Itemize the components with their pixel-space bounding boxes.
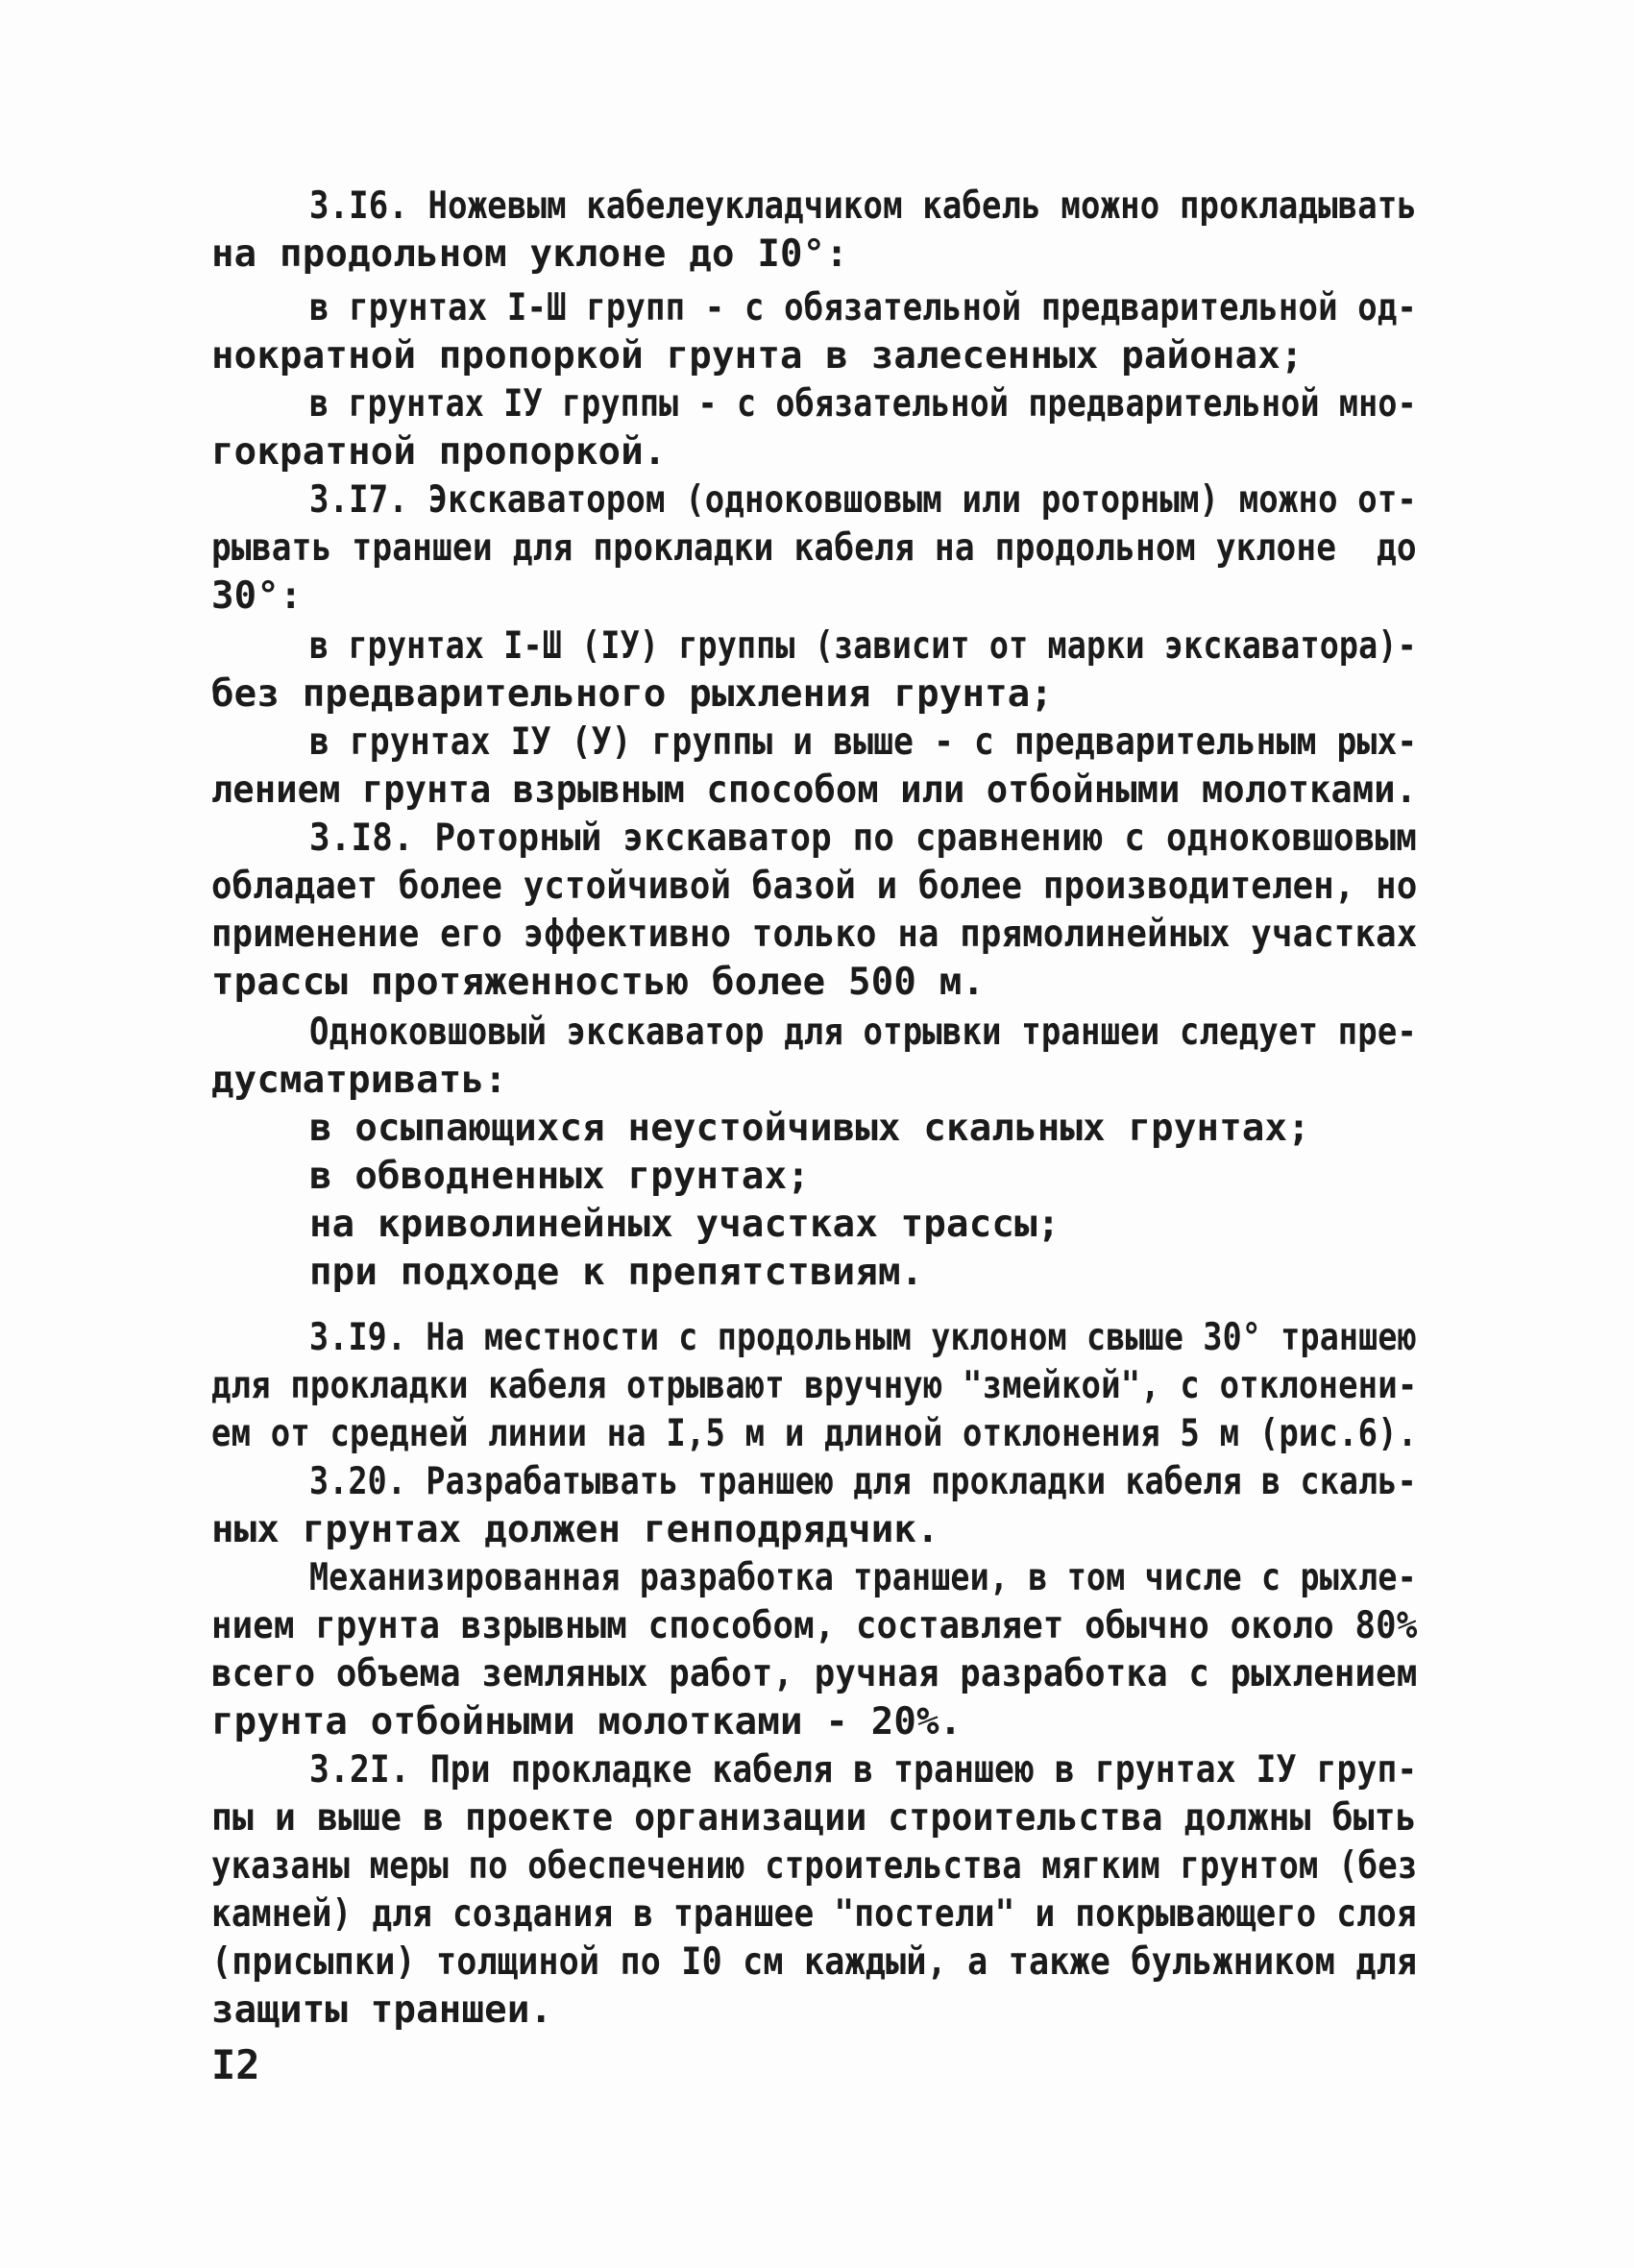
text-line: на криволинейных участках трассы; [309, 1203, 1061, 1246]
text-line: рывать траншеи для прокладки кабеля на продольном уклоне до [211, 526, 1417, 570]
text-line: ных грунтах должен генподрядчик. [211, 1508, 939, 1551]
text-line: 3.20. Разрабатывать траншею для прокладки кабеля в скаль- [309, 1460, 1417, 1503]
text-line: обладает более устойчивой базой и более производителен, но [211, 865, 1418, 908]
text-line: всего объема земляных работ, ручная разработка с рыхлением [211, 1652, 1418, 1695]
text-line: указаны меры по обеспечению строительства мягким грунтом (без [211, 1844, 1418, 1888]
text-line: 3.I8. Роторный экскаватор по сравнению с одноковшовым [309, 817, 1418, 860]
text-line: 3.2I. При прокладке кабеля в траншею в грунтах IУ груп- [309, 1748, 1418, 1792]
text-line: лением грунта взрывным способом или отбойными молотками. [211, 768, 1418, 812]
text-line: Одноковшовый экскаватор для отрывки траншеи следует пре- [309, 1011, 1418, 1054]
text-line: в грунтах IУ (У) группы и выше - с предварительным рых- [309, 720, 1418, 764]
text-line: в обводненных грунтах; [309, 1155, 810, 1198]
text-line: гократной пропоркой. [211, 430, 667, 474]
text-line: защиты траншеи. [211, 1988, 553, 2032]
text-line: в грунтах I-Ш (IУ) группы (зависит от марки экскаватора)- [309, 624, 1417, 668]
text-line: 30°: [211, 574, 303, 618]
text-line: камней) для создания в траншее "постели" и покрывающего слоя [211, 1892, 1417, 1936]
text-line: в осыпающихся неустойчивых скальных грунтах; [309, 1107, 1310, 1150]
page-number: I2 [211, 2041, 260, 2088]
text-line: в грунтах I-Ш групп - с обязательной предварительной од- [309, 286, 1418, 329]
text-line: на продольном уклоне до I0°: [211, 232, 849, 276]
text-line: (присыпки) толщиной по I0 см каждый, а также бульжником для [211, 1940, 1418, 1984]
text-line: при подходе к препятствиям. [309, 1251, 924, 1294]
text-line: пы и выше в проекте организации строительства должны быть [211, 1796, 1417, 1840]
text-line: 3.I7. Экскаватором (одноковшовым или роторным) можно от- [309, 478, 1418, 522]
text-line: ем от средней линии на I,5 м и длиной отклонения 5 м (рис.6). [211, 1412, 1418, 1455]
text-line: применение его эффективно только на прямолинейных участках [211, 913, 1418, 956]
text-line: грунта отбойными молотками - 20%. [211, 1700, 963, 1744]
text-line: трассы протяженностью более 500 м. [211, 961, 986, 1004]
text-line: Механизированная разработка траншеи, в том числе с рыхле- [309, 1556, 1417, 1599]
text-line: 3.I9. На местности с продольным уклоном свыше 30° траншею [309, 1316, 1417, 1359]
text-line: дусматривать: [211, 1059, 507, 1102]
text-line: для прокладки кабеля отрывают вручную "змейкой", с отклонени- [211, 1364, 1418, 1407]
text-line: в грунтах IУ группы - с обязательной предварительной мно- [309, 382, 1417, 426]
text-line: нием грунта взрывным способом, составляет обычно около 80% [211, 1604, 1418, 1647]
text-line: 3.I6. Ножевым кабелеукладчиком кабель можно прокладывать [309, 184, 1418, 228]
text-line: без предварительного рыхления грунта; [211, 672, 1054, 716]
text-line: нократной пропоркой грунта в залесенных районах; [211, 334, 1304, 378]
